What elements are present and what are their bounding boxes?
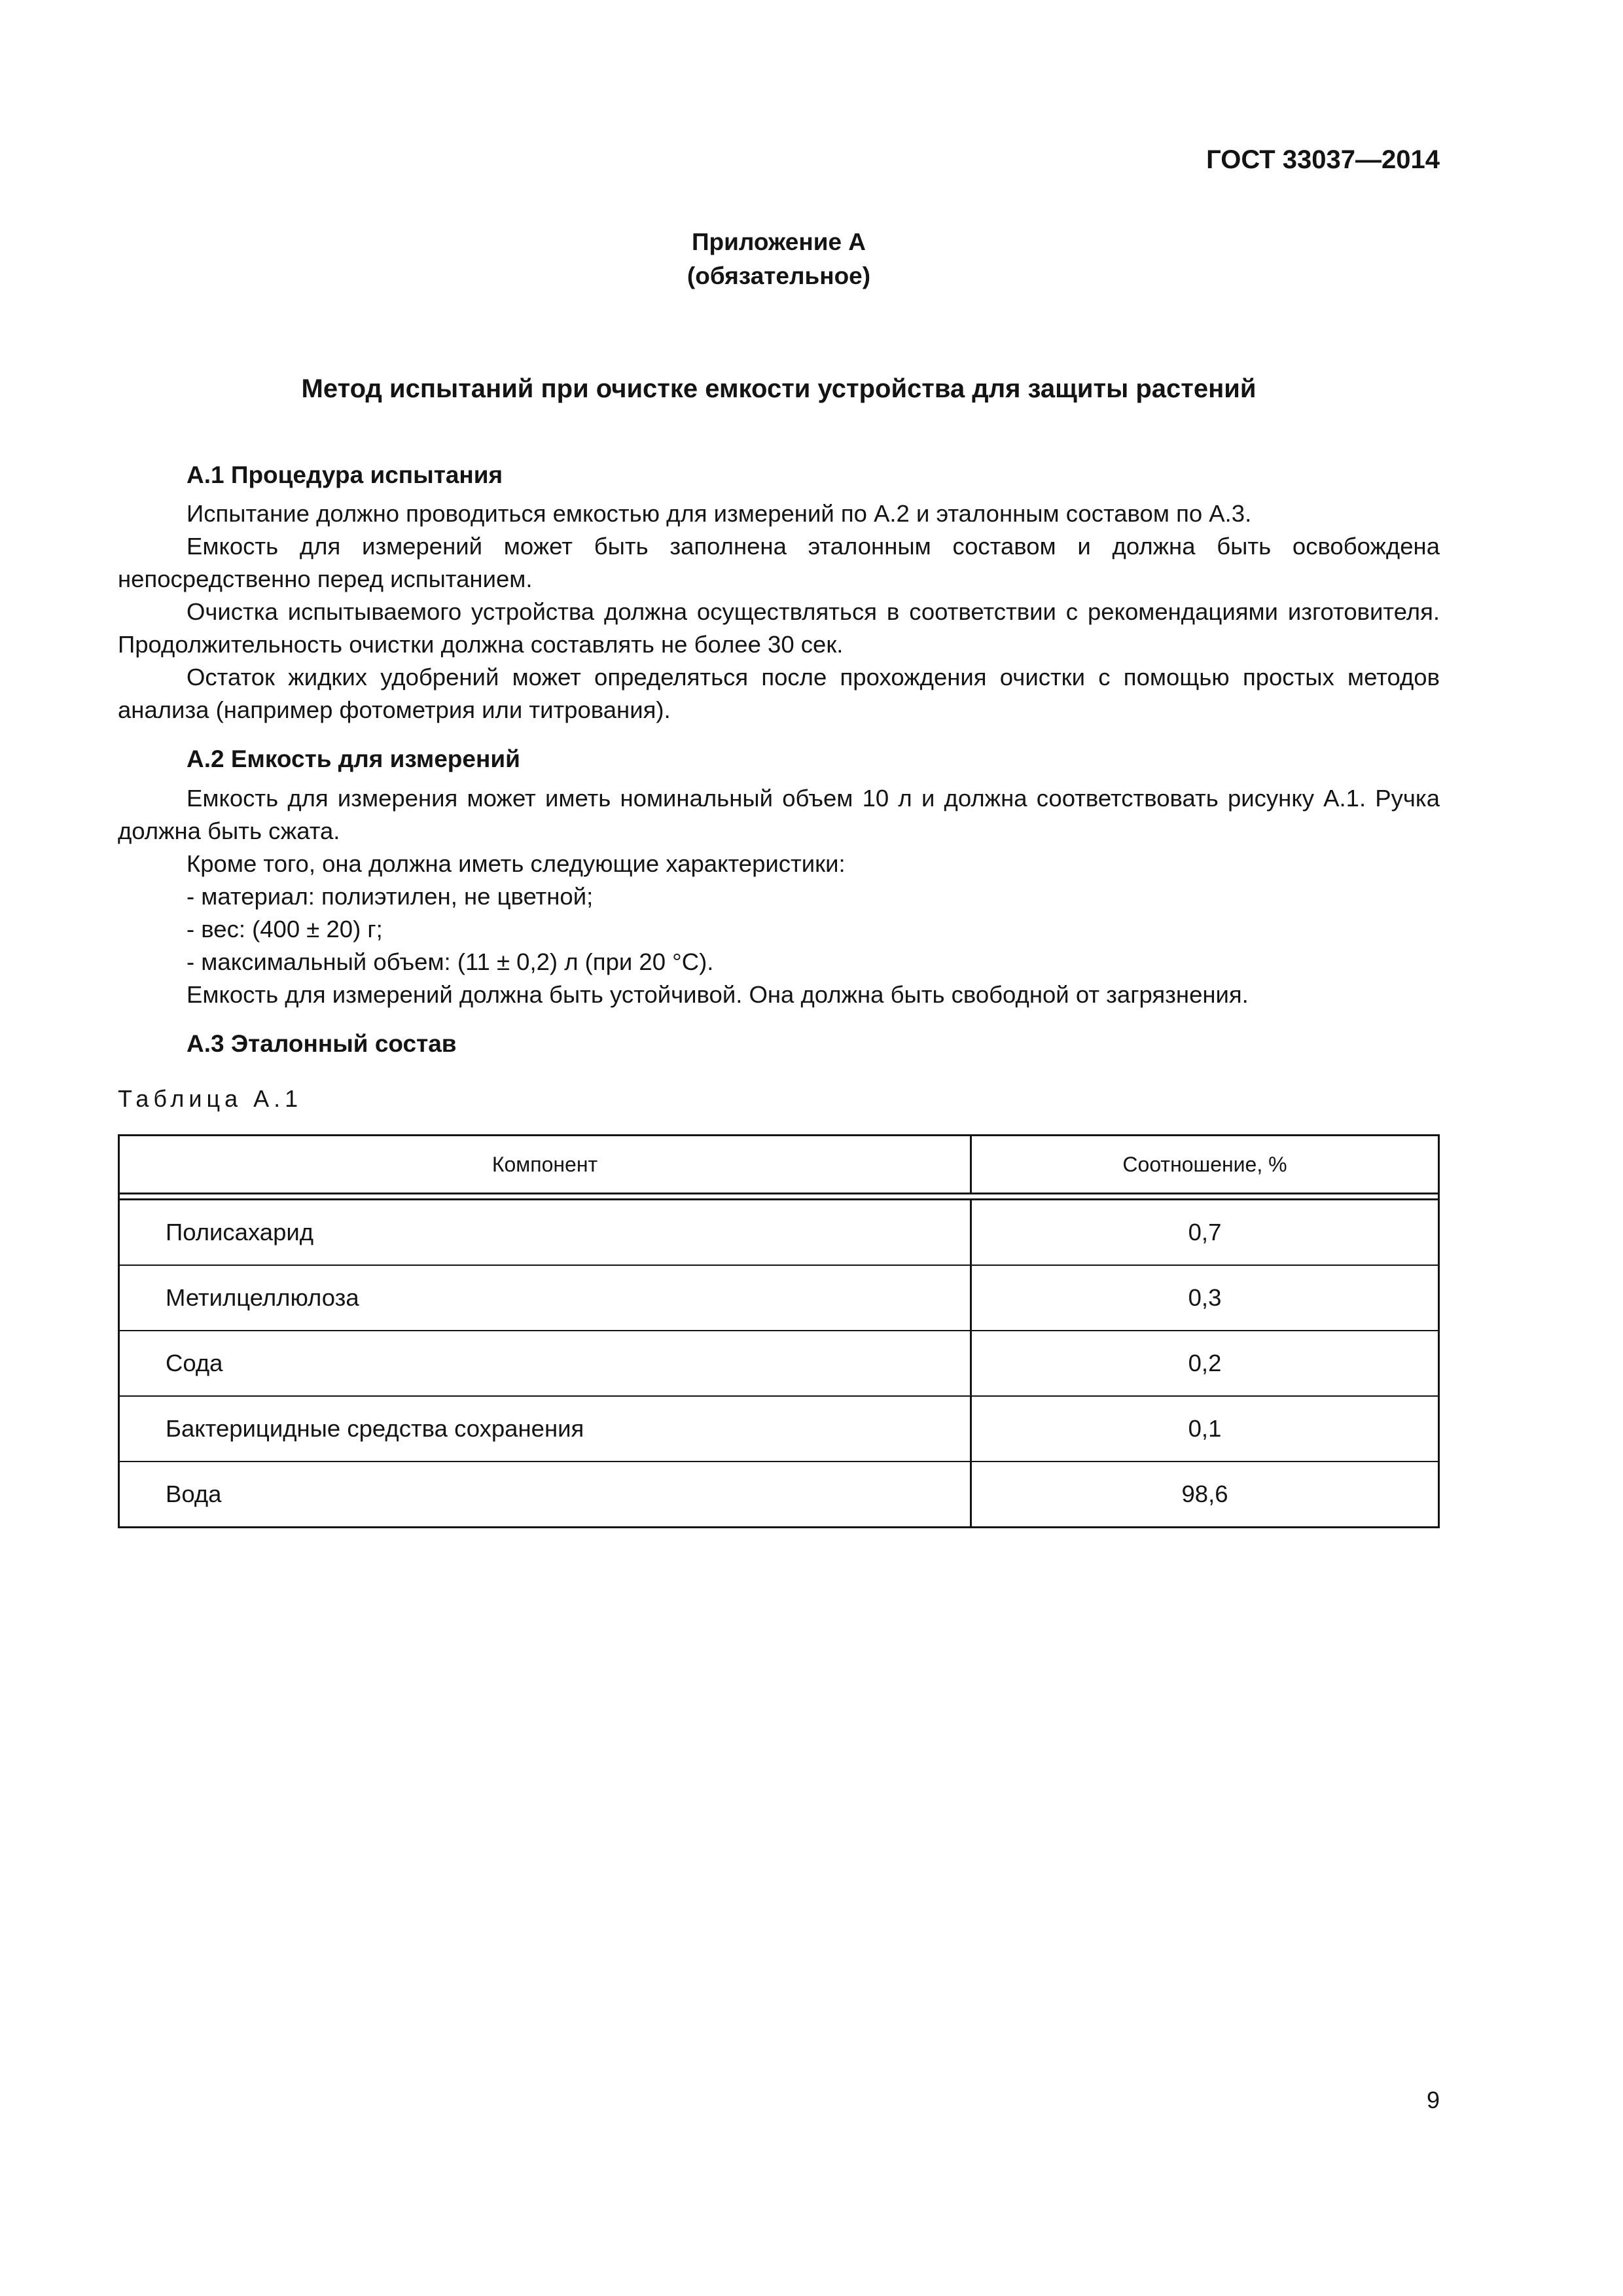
section-heading-a2: А.2 Емкость для измерений — [187, 745, 520, 772]
paragraph: Испытание должно проводиться емкостью для измерений по А.2 и эталонным составом по А.3. — [187, 500, 1252, 527]
section-heading-a1: А.1 Процедура испытания — [187, 461, 503, 488]
appendix-heading — [0, 225, 1558, 293]
paragraph: Остаток жидких удобрений может определяться после прохождения очистки с помощью простых методов анализа (например фотометрия или титрования). — [118, 664, 1440, 723]
page-title: Метод испытаний при очистке емкости устройства для защиты растений — [301, 374, 1257, 403]
standard-code: ГОСТ 33037—2014 — [1206, 145, 1440, 174]
table-row — [120, 1461, 1438, 1526]
table-cell-component: Бактерицидные средства сохранения — [120, 1397, 972, 1461]
table-header-row — [120, 1136, 1438, 1194]
list-item: - материал: полиэтилен, не цветной; — [187, 883, 594, 910]
list-item: - вес: (400 ± 20) г; — [187, 916, 383, 942]
table-row — [120, 1265, 1438, 1330]
appendix-status: (обязательное) — [687, 262, 871, 289]
page-number: 9 — [1426, 2087, 1440, 2113]
table-cell-ratio: 0,7 — [1188, 1219, 1222, 1246]
list-item: - максимальный объем: (11 ± 0,2) л (при 20 °С). — [187, 948, 714, 975]
table-cell-ratio: 0,1 — [1188, 1415, 1222, 1442]
paragraph: Емкость для измерений должна быть устойчивой. Она должна быть свободной от загрязнения. — [187, 981, 1249, 1008]
table-cell-ratio: 98,6 — [1181, 1480, 1228, 1507]
appendix-title: Приложение А — [691, 228, 866, 255]
list-intro: Кроме того, она должна иметь следующие характеристики: — [187, 850, 846, 877]
table-cell-component: Полисахарид — [120, 1200, 972, 1265]
table-caption: Таблица А.1 — [118, 1085, 303, 1112]
section-heading-a3: А.3 Эталонный состав — [187, 1030, 457, 1057]
table-cell-ratio: 0,2 — [1188, 1350, 1222, 1376]
table-cell-component: Вода — [120, 1462, 972, 1526]
table-cell-component: Метилцеллюлоза — [120, 1266, 972, 1330]
paragraph: Очистка испытываемого устройства должна осуществляться в соответствии с рекомендациями изготовителя. Продолжительность очистки должна составлять не более 30 сек. — [118, 598, 1440, 658]
table-header-cell: Компонент — [120, 1136, 972, 1193]
table-cell-ratio: 0,3 — [1188, 1284, 1222, 1311]
table-row — [120, 1395, 1438, 1461]
table-header-cell: Соотношение, % — [1122, 1152, 1287, 1176]
composition-table — [118, 1134, 1440, 1528]
table-row — [120, 1330, 1438, 1395]
paragraph: Емкость для измерения может иметь номинальный объем 10 л и должна соответствовать рисунку А.1. Ручка должна быть сжата. — [118, 785, 1440, 844]
table-cell-component: Сода — [120, 1331, 972, 1395]
paragraph: Емкость для измерений может быть заполнена эталонным составом и должна быть освобождена непосредственно перед испытанием. — [118, 533, 1440, 592]
table-row — [120, 1198, 1438, 1265]
